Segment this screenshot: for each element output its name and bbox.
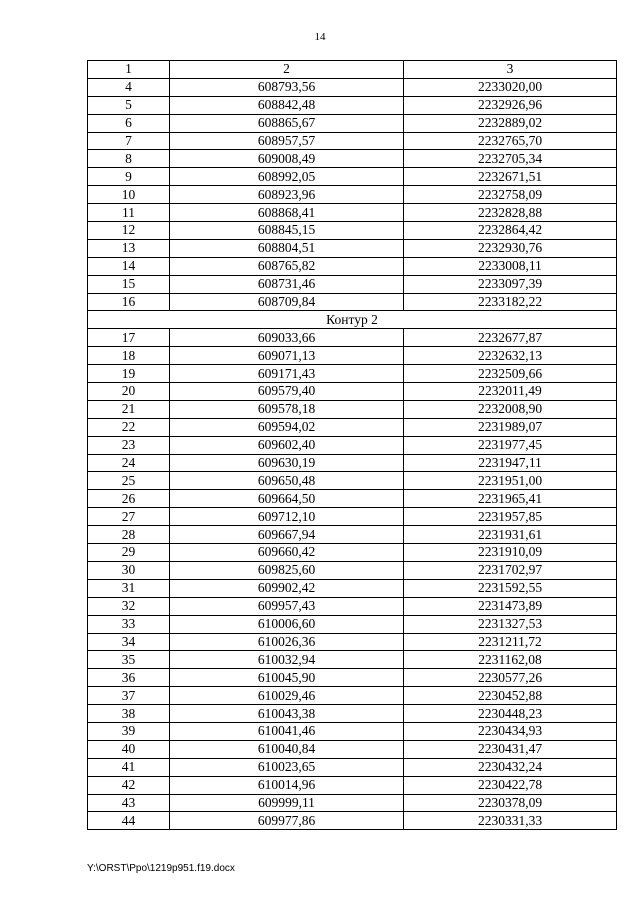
table-row bbox=[88, 472, 617, 490]
y-coordinate-cell: 2231592,55 bbox=[404, 579, 617, 597]
x-coordinate-cell: 608865,67 bbox=[170, 114, 404, 132]
x-coordinate-cell: 609660,42 bbox=[170, 544, 404, 562]
point-number-cell: 40 bbox=[88, 740, 170, 758]
point-number-cell: 19 bbox=[88, 365, 170, 383]
point-number-cell: 36 bbox=[88, 669, 170, 687]
y-coordinate-cell: 2230577,26 bbox=[404, 669, 617, 687]
x-coordinate-cell: 610029,46 bbox=[170, 687, 404, 705]
table-row bbox=[88, 597, 617, 615]
x-coordinate-cell: 608731,46 bbox=[170, 275, 404, 293]
table-row bbox=[88, 740, 617, 758]
point-number-cell: 18 bbox=[88, 347, 170, 365]
footer-file-path: Y:\ORST\Ppo\1219p951.f19.docx bbox=[87, 863, 235, 874]
table-row bbox=[88, 257, 617, 275]
point-number-cell: 6 bbox=[88, 114, 170, 132]
x-coordinate-cell: 609999,11 bbox=[170, 794, 404, 812]
table-row bbox=[88, 651, 617, 669]
x-coordinate-cell: 609033,66 bbox=[170, 329, 404, 347]
y-coordinate-cell: 2232008,90 bbox=[404, 400, 617, 418]
table-row bbox=[88, 544, 617, 562]
table-row bbox=[88, 132, 617, 150]
point-number-cell: 4 bbox=[88, 78, 170, 96]
y-coordinate-cell: 2232632,13 bbox=[404, 347, 617, 365]
y-coordinate-cell: 2230331,33 bbox=[404, 812, 617, 830]
point-number-cell: 26 bbox=[88, 490, 170, 508]
table-row bbox=[88, 490, 617, 508]
table-row bbox=[88, 436, 617, 454]
x-coordinate-cell: 608765,82 bbox=[170, 257, 404, 275]
table-row bbox=[88, 114, 617, 132]
y-coordinate-cell: 2232765,70 bbox=[404, 132, 617, 150]
table-row bbox=[88, 383, 617, 401]
coordinates-table bbox=[87, 60, 617, 830]
x-coordinate-cell: 610032,94 bbox=[170, 651, 404, 669]
x-coordinate-cell: 610040,84 bbox=[170, 740, 404, 758]
point-number-cell: 44 bbox=[88, 812, 170, 830]
y-coordinate-cell: 2232758,09 bbox=[404, 186, 617, 204]
x-coordinate-cell: 609602,40 bbox=[170, 436, 404, 454]
y-coordinate-cell: 2231947,11 bbox=[404, 454, 617, 472]
y-coordinate-cell: 2233020,00 bbox=[404, 78, 617, 96]
section-title: Контур 2 bbox=[88, 311, 617, 329]
x-coordinate-cell: 610006,60 bbox=[170, 615, 404, 633]
point-number-cell: 42 bbox=[88, 776, 170, 794]
y-coordinate-cell: 3 bbox=[404, 61, 617, 79]
y-coordinate-cell: 2232926,96 bbox=[404, 96, 617, 114]
point-number-cell: 33 bbox=[88, 615, 170, 633]
point-number-cell: 5 bbox=[88, 96, 170, 114]
table-row bbox=[88, 239, 617, 257]
point-number-cell: 31 bbox=[88, 579, 170, 597]
y-coordinate-cell: 2233008,11 bbox=[404, 257, 617, 275]
y-coordinate-cell: 2230378,09 bbox=[404, 794, 617, 812]
y-coordinate-cell: 2231702,97 bbox=[404, 561, 617, 579]
point-number-cell: 30 bbox=[88, 561, 170, 579]
y-coordinate-cell: 2230422,78 bbox=[404, 776, 617, 794]
table-row bbox=[88, 722, 617, 740]
x-coordinate-cell: 610023,65 bbox=[170, 758, 404, 776]
table-row bbox=[88, 347, 617, 365]
point-number-cell: 20 bbox=[88, 383, 170, 401]
y-coordinate-cell: 2231162,08 bbox=[404, 651, 617, 669]
x-coordinate-cell: 608923,96 bbox=[170, 186, 404, 204]
table-row bbox=[88, 204, 617, 222]
coordinates-table-body bbox=[88, 61, 617, 830]
table-row bbox=[88, 400, 617, 418]
x-coordinate-cell: 608868,41 bbox=[170, 204, 404, 222]
point-number-cell: 29 bbox=[88, 544, 170, 562]
x-coordinate-cell: 608842,48 bbox=[170, 96, 404, 114]
table-row bbox=[88, 222, 617, 240]
y-coordinate-cell: 2232509,66 bbox=[404, 365, 617, 383]
y-coordinate-cell: 2231965,41 bbox=[404, 490, 617, 508]
x-coordinate-cell: 609650,48 bbox=[170, 472, 404, 490]
table-row bbox=[88, 561, 617, 579]
x-coordinate-cell: 608845,15 bbox=[170, 222, 404, 240]
point-number-cell: 43 bbox=[88, 794, 170, 812]
x-coordinate-cell: 609630,19 bbox=[170, 454, 404, 472]
y-coordinate-cell: 2231327,53 bbox=[404, 615, 617, 633]
table-row bbox=[88, 168, 617, 186]
point-number-cell: 27 bbox=[88, 508, 170, 526]
point-number-cell: 10 bbox=[88, 186, 170, 204]
table-row bbox=[88, 776, 617, 794]
x-coordinate-cell: 609594,02 bbox=[170, 418, 404, 436]
y-coordinate-cell: 2233097,39 bbox=[404, 275, 617, 293]
x-coordinate-cell: 609008,49 bbox=[170, 150, 404, 168]
point-number-cell: 16 bbox=[88, 293, 170, 311]
y-coordinate-cell: 2232930,76 bbox=[404, 239, 617, 257]
y-coordinate-cell: 2231910,09 bbox=[404, 544, 617, 562]
x-coordinate-cell: 2 bbox=[170, 61, 404, 79]
y-coordinate-cell: 2230432,24 bbox=[404, 758, 617, 776]
point-number-cell: 8 bbox=[88, 150, 170, 168]
x-coordinate-cell: 608793,56 bbox=[170, 78, 404, 96]
y-coordinate-cell: 2232677,87 bbox=[404, 329, 617, 347]
point-number-cell: 13 bbox=[88, 239, 170, 257]
point-number-cell: 21 bbox=[88, 400, 170, 418]
point-number-cell: 35 bbox=[88, 651, 170, 669]
table-row bbox=[88, 633, 617, 651]
y-coordinate-cell: 2233182,22 bbox=[404, 293, 617, 311]
x-coordinate-cell: 610041,46 bbox=[170, 722, 404, 740]
x-coordinate-cell: 609902,42 bbox=[170, 579, 404, 597]
y-coordinate-cell: 2232671,51 bbox=[404, 168, 617, 186]
x-coordinate-cell: 609579,40 bbox=[170, 383, 404, 401]
x-coordinate-cell: 608804,51 bbox=[170, 239, 404, 257]
x-coordinate-cell: 608957,57 bbox=[170, 132, 404, 150]
section-row bbox=[88, 311, 617, 329]
y-coordinate-cell: 2231473,89 bbox=[404, 597, 617, 615]
point-number-cell: 37 bbox=[88, 687, 170, 705]
table-row bbox=[88, 150, 617, 168]
table-row bbox=[88, 812, 617, 830]
x-coordinate-cell: 610014,96 bbox=[170, 776, 404, 794]
x-coordinate-cell: 610043,38 bbox=[170, 705, 404, 723]
y-coordinate-cell: 2232828,88 bbox=[404, 204, 617, 222]
x-coordinate-cell: 609171,43 bbox=[170, 365, 404, 383]
point-number-cell: 28 bbox=[88, 526, 170, 544]
point-number-cell: 11 bbox=[88, 204, 170, 222]
table-row bbox=[88, 454, 617, 472]
x-coordinate-cell: 609667,94 bbox=[170, 526, 404, 544]
point-number-cell: 12 bbox=[88, 222, 170, 240]
y-coordinate-cell: 2231989,07 bbox=[404, 418, 617, 436]
table-row bbox=[88, 365, 617, 383]
y-coordinate-cell: 2230452,88 bbox=[404, 687, 617, 705]
table-row bbox=[88, 526, 617, 544]
x-coordinate-cell: 610045,90 bbox=[170, 669, 404, 687]
y-coordinate-cell: 2230434,93 bbox=[404, 722, 617, 740]
point-number-cell: 23 bbox=[88, 436, 170, 454]
table-row bbox=[88, 794, 617, 812]
y-coordinate-cell: 2232864,42 bbox=[404, 222, 617, 240]
point-number-cell: 41 bbox=[88, 758, 170, 776]
table-row bbox=[88, 96, 617, 114]
x-coordinate-cell: 608992,05 bbox=[170, 168, 404, 186]
y-coordinate-cell: 2230448,23 bbox=[404, 705, 617, 723]
point-number-cell: 7 bbox=[88, 132, 170, 150]
x-coordinate-cell: 609712,10 bbox=[170, 508, 404, 526]
point-number-cell: 22 bbox=[88, 418, 170, 436]
x-coordinate-cell: 609825,60 bbox=[170, 561, 404, 579]
point-number-cell: 24 bbox=[88, 454, 170, 472]
x-coordinate-cell: 609664,50 bbox=[170, 490, 404, 508]
y-coordinate-cell: 2231957,85 bbox=[404, 508, 617, 526]
table-row bbox=[88, 705, 617, 723]
y-coordinate-cell: 2232705,34 bbox=[404, 150, 617, 168]
x-coordinate-cell: 609578,18 bbox=[170, 400, 404, 418]
y-coordinate-cell: 2231977,45 bbox=[404, 436, 617, 454]
table-row bbox=[88, 758, 617, 776]
point-number-cell: 39 bbox=[88, 722, 170, 740]
point-number-cell: 14 bbox=[88, 257, 170, 275]
point-number-cell: 9 bbox=[88, 168, 170, 186]
x-coordinate-cell: 608709,84 bbox=[170, 293, 404, 311]
table-row bbox=[88, 329, 617, 347]
table-row bbox=[88, 687, 617, 705]
table-row bbox=[88, 293, 617, 311]
table-row bbox=[88, 579, 617, 597]
table-row bbox=[88, 275, 617, 293]
y-coordinate-cell: 2232011,49 bbox=[404, 383, 617, 401]
y-coordinate-cell: 2231211,72 bbox=[404, 633, 617, 651]
x-coordinate-cell: 609977,86 bbox=[170, 812, 404, 830]
table-row bbox=[88, 78, 617, 96]
table-row bbox=[88, 615, 617, 633]
point-number-cell: 17 bbox=[88, 329, 170, 347]
y-coordinate-cell: 2232889,02 bbox=[404, 114, 617, 132]
point-number-cell: 15 bbox=[88, 275, 170, 293]
table-row bbox=[88, 418, 617, 436]
point-number-cell: 38 bbox=[88, 705, 170, 723]
header-row bbox=[88, 61, 617, 79]
point-number-cell: 32 bbox=[88, 597, 170, 615]
page-number: 14 bbox=[314, 31, 326, 43]
table-row bbox=[88, 508, 617, 526]
x-coordinate-cell: 610026,36 bbox=[170, 633, 404, 651]
y-coordinate-cell: 2230431,47 bbox=[404, 740, 617, 758]
x-coordinate-cell: 609957,43 bbox=[170, 597, 404, 615]
table-row bbox=[88, 669, 617, 687]
point-number-cell: 34 bbox=[88, 633, 170, 651]
point-number-cell: 25 bbox=[88, 472, 170, 490]
table-row bbox=[88, 186, 617, 204]
point-number-cell: 1 bbox=[88, 61, 170, 79]
y-coordinate-cell: 2231931,61 bbox=[404, 526, 617, 544]
x-coordinate-cell: 609071,13 bbox=[170, 347, 404, 365]
y-coordinate-cell: 2231951,00 bbox=[404, 472, 617, 490]
